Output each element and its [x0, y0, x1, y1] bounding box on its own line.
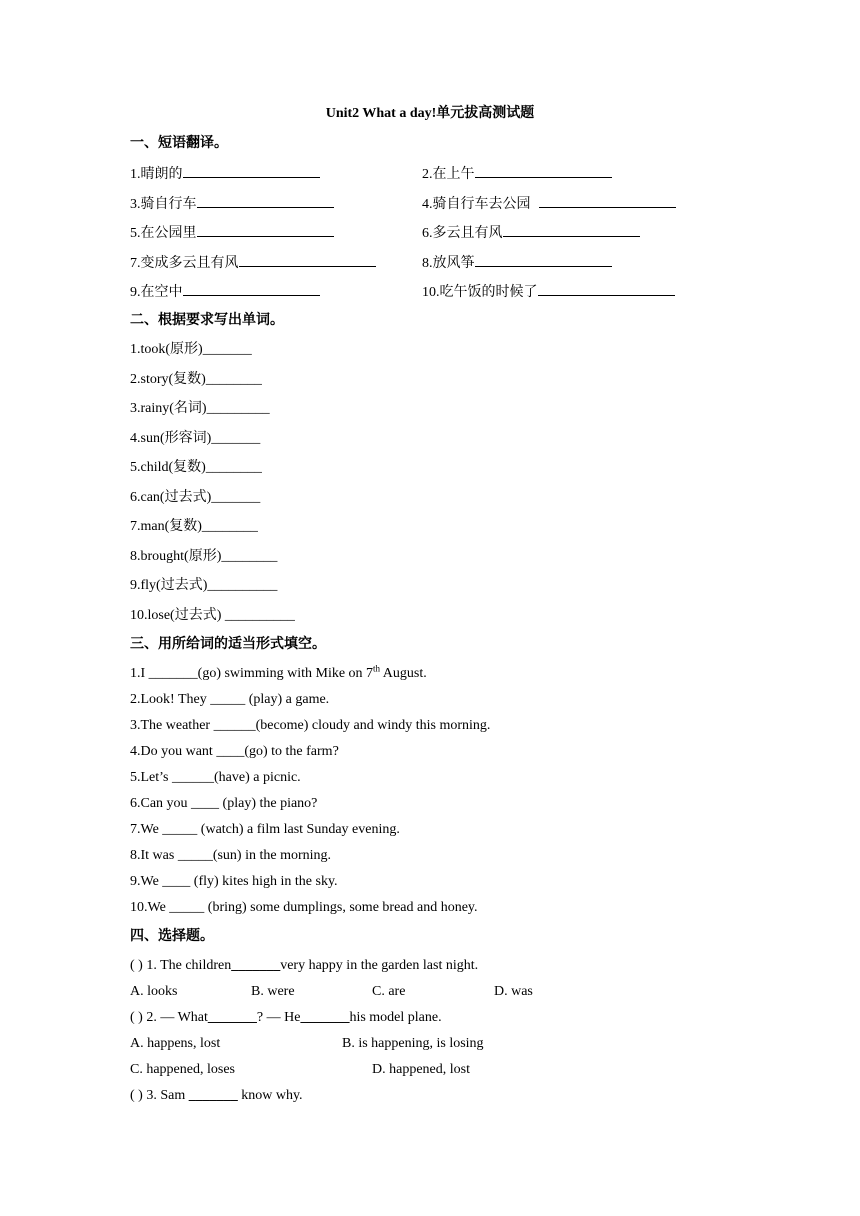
- fill-item: 3.The weather ______(become) cloudy and windy this morning.: [130, 718, 491, 733]
- choice-question: ( ) 2. — What_______? — He_______his model plane.: [130, 1010, 442, 1025]
- fill-item: 8.It was _____(sun) in the morning.: [130, 848, 332, 863]
- choice-option[interactable]: A. looks: [130, 984, 178, 999]
- phrase-item: 3.骑自行车: [130, 193, 334, 215]
- word-item: 7.man(复数)________: [130, 519, 258, 534]
- phrase-item: 4.骑自行车去公园: [422, 193, 676, 215]
- section2-heading: 二、根据要求写出单词。: [130, 313, 284, 328]
- answer-blank[interactable]: [197, 193, 334, 208]
- fill-item: 4.Do you want ____(go) to the farm?: [130, 744, 339, 759]
- choice-option[interactable]: B. were: [251, 984, 295, 999]
- choice-option[interactable]: B. is happening, is losing: [342, 1036, 484, 1051]
- answer-blank[interactable]: [475, 252, 612, 267]
- choice-option[interactable]: C. happened, loses: [130, 1062, 235, 1077]
- choice-question: ( ) 1. The children_______very happy in the garden last night.: [130, 958, 479, 973]
- word-item: 3.rainy(名词)_________: [130, 401, 270, 416]
- word-item: 10.lose(过去式) __________: [130, 608, 295, 623]
- phrase-item: 6.多云且有风: [422, 222, 640, 244]
- answer-blank[interactable]: [539, 193, 676, 208]
- choice-option[interactable]: C. are: [372, 984, 406, 999]
- section4-heading: 四、选择题。: [130, 929, 214, 944]
- phrase-item: 9.在空中: [130, 281, 320, 303]
- fill-item: 9.We ____ (fly) kites high in the sky.: [130, 874, 338, 889]
- answer-blank[interactable]: [197, 222, 334, 237]
- answer-blank[interactable]: [183, 163, 320, 178]
- answer-blank[interactable]: [503, 222, 640, 237]
- phrase-item: 10.吃午饭的时候了: [422, 281, 675, 303]
- answer-blank[interactable]: [475, 163, 612, 178]
- answer-blank[interactable]: [183, 281, 320, 296]
- word-item: 1.took(原形)_______: [130, 342, 252, 357]
- page-title: Unit2 What a day!单元拔高测试题: [325, 106, 535, 121]
- word-item: 6.can(过去式)_______: [130, 490, 261, 505]
- fill-item: 5.Let’s ______(have) a picnic.: [130, 770, 301, 785]
- section1-heading: 一、短语翻译。: [130, 136, 228, 151]
- word-item: 9.fly(过去式)__________: [130, 578, 278, 593]
- fill-item: 10.We _____ (bring) some dumplings, some bread and honey.: [130, 900, 478, 915]
- phrase-item: 5.在公园里: [130, 222, 334, 244]
- word-item: 4.sun(形容词)_______: [130, 431, 261, 446]
- fill-item: 1.I _______(go) swimming with Mike on 7th August.: [130, 663, 427, 681]
- answer-blank[interactable]: [239, 252, 376, 267]
- fill-item: 7.We _____ (watch) a film last Sunday evening.: [130, 822, 400, 837]
- choice-option[interactable]: D. happened, lost: [372, 1062, 470, 1077]
- word-item: 2.story(复数)________: [130, 372, 262, 387]
- phrase-item: 2.在上午: [422, 163, 612, 185]
- fill-item: 6.Can you ____ (play) the piano?: [130, 796, 318, 811]
- fill-item: 2.Look! They _____ (play) a game.: [130, 692, 330, 707]
- word-item: 8.brought(原形)________: [130, 549, 278, 564]
- answer-blank[interactable]: [538, 281, 675, 296]
- choice-option[interactable]: D. was: [494, 984, 533, 999]
- word-item: 5.child(复数)________: [130, 460, 262, 475]
- section3-heading: 三、用所给词的适当形式填空。: [130, 637, 326, 652]
- phrase-item: 1.晴朗的: [130, 163, 320, 185]
- phrase-item: 7.变成多云且有风: [130, 252, 376, 274]
- choice-option[interactable]: A. happens, lost: [130, 1036, 221, 1051]
- phrase-item: 8.放风筝: [422, 252, 612, 274]
- choice-question: ( ) 3. Sam _______ know why.: [130, 1088, 303, 1103]
